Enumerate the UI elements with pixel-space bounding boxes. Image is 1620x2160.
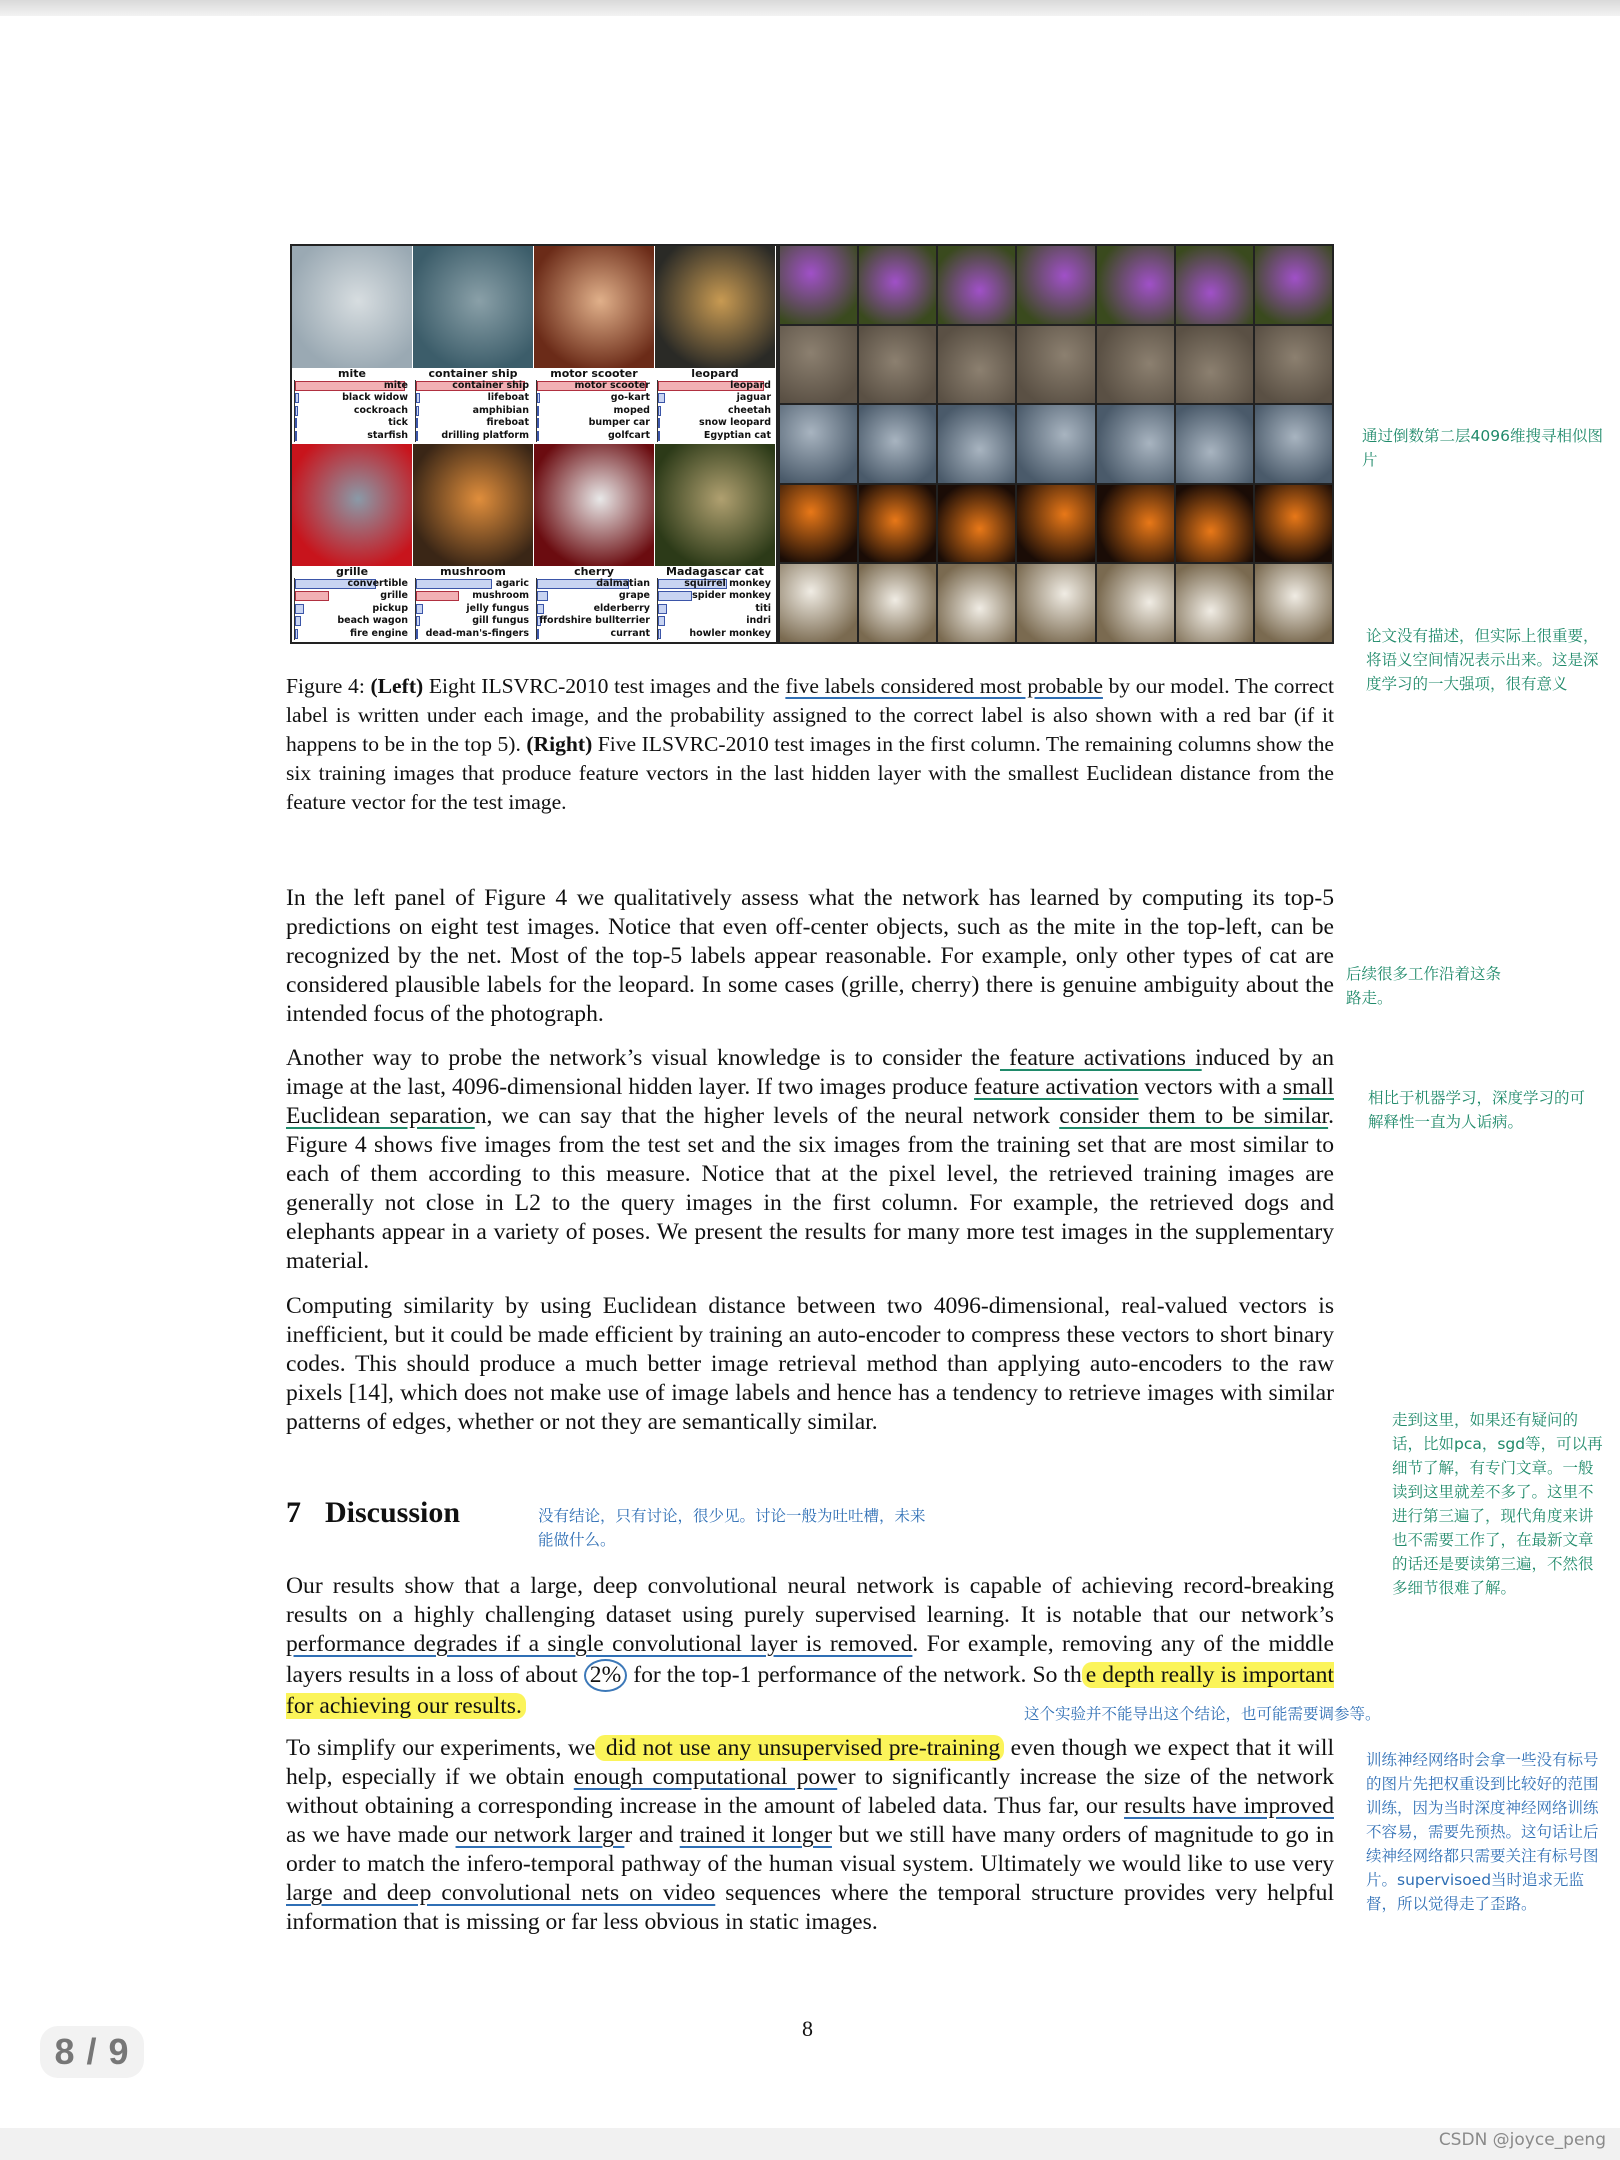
prediction-row — [416, 603, 533, 615]
prediction-label: agaric — [495, 578, 529, 589]
probability-bar — [295, 616, 301, 626]
caption-text: by our model. The correct label is written under each image, and the probability assigned to the correct label is also shown with a red bar (if it happens to be in the top 5). — [286, 674, 1334, 756]
prediction-label: amphibian — [472, 404, 529, 416]
test-image — [413, 444, 533, 566]
underline-mark: results have improved — [1124, 1793, 1334, 1819]
underline-mark: feature activation — [973, 1074, 1139, 1100]
query-image — [780, 564, 857, 642]
retrieved-image — [1097, 246, 1174, 324]
prediction-label: howler monkey — [689, 627, 771, 639]
prediction-row — [658, 380, 775, 392]
paragraph-visual-knowledge — [286, 1044, 1334, 1276]
prediction-label: grille — [380, 590, 408, 602]
probability-bar — [658, 616, 665, 626]
margin-note: 通过倒数第二层4096维搜寻相似图片 — [1362, 427, 1603, 469]
prediction-label: cheetah — [728, 404, 771, 416]
prediction-row — [658, 417, 775, 429]
underline-mark: our network large — [455, 1822, 625, 1848]
retrieved-image — [1017, 246, 1094, 324]
caption-right-tag: (Right) — [526, 732, 593, 756]
prediction-label: convertible — [347, 578, 408, 589]
retrieved-image — [938, 564, 1015, 642]
probability-bar — [295, 629, 298, 639]
prediction-label: dead-man's-fingers — [425, 627, 529, 639]
page-number: 8 — [802, 2016, 813, 2041]
paragraph-discussion-2 — [286, 1734, 1334, 1937]
retrieved-image — [1255, 246, 1332, 324]
image-label: mite — [338, 367, 366, 380]
section-number: 7 — [286, 1496, 301, 1529]
prediction-label: leopard — [730, 380, 771, 391]
margin-note: 后续很多工作沿着这条路走。 — [1346, 965, 1502, 1007]
prediction-row — [537, 430, 654, 442]
prediction-row — [295, 590, 412, 602]
probability-bar — [295, 418, 297, 428]
prediction-label: moped — [613, 404, 650, 416]
prediction-row — [416, 590, 533, 602]
prediction-row — [416, 392, 533, 404]
figure-left-cell — [534, 444, 654, 640]
prediction-label: dalmatian — [596, 578, 650, 589]
test-image — [655, 246, 775, 368]
prediction-label: go-kart — [610, 392, 650, 404]
caption-text: Eight ILSVRC-2010 test images and the — [423, 674, 786, 698]
text: as we have made — [286, 1822, 456, 1848]
probability-bar — [416, 579, 492, 589]
caption-figure-number: Figure 4: — [286, 674, 365, 698]
retrieved-image — [938, 246, 1015, 324]
prediction-label: indri — [746, 615, 771, 627]
prediction-row — [416, 430, 533, 442]
underline-mark: small Euclidean separatio — [286, 1074, 1334, 1129]
prediction-row — [295, 430, 412, 442]
retrieved-image — [1176, 326, 1253, 404]
test-image — [655, 444, 775, 566]
underline-mark: performance degrades if a single convolutional layer is removed — [286, 1631, 913, 1657]
retrieved-image — [859, 564, 936, 642]
margin-note: 训练神经网络时会拿一些没有标号的图片先把权重设到比较好的范围训练，因为当时深度神经网络训练不容易，需要先预热。这句话让后续神经网络都只需要关注有标号图片。supervisoed当时追求无监督，所以觉得走了歪路。 — [1366, 1751, 1599, 1913]
prediction-row — [416, 628, 533, 640]
retrieved-image — [859, 246, 936, 324]
prediction-label: starfish — [367, 429, 408, 441]
retrieved-image — [1176, 485, 1253, 563]
prediction-row — [658, 590, 775, 602]
probability-bar — [537, 591, 548, 601]
probability-bar — [416, 431, 418, 441]
figure-left-cell — [655, 444, 775, 640]
margin-note: 论文没有描述，但实际上很重要，将语义空间情况表示出来。这是深度学习的一大强项，很有意义 — [1366, 627, 1599, 693]
prediction-label: gill fungus — [472, 615, 529, 627]
retrieved-image — [859, 405, 936, 483]
query-image — [780, 326, 857, 404]
prediction-row — [658, 578, 775, 590]
text: for the top-1 performance of the network. So th — [627, 1662, 1082, 1688]
probability-bar — [295, 431, 297, 441]
prediction-label: ffordshire bullterrier — [539, 615, 650, 627]
page-indicator: 8 / 9 — [40, 2026, 144, 2078]
text: vectors with a — [1138, 1074, 1283, 1100]
circle-mark: 2% — [584, 1659, 627, 1692]
prediction-label: cockroach — [353, 404, 408, 416]
image-label: cherry — [574, 565, 614, 578]
image-label: motor scooter — [550, 367, 638, 380]
prediction-row — [658, 615, 775, 627]
image-label: leopard — [691, 367, 739, 380]
prediction-label: Egyptian cat — [703, 429, 771, 441]
image-label: grille — [335, 565, 369, 578]
retrieved-image — [1176, 246, 1253, 324]
margin-note: 相比于机器学习，深度学习的可解释性一直为人诟病。 — [1368, 1089, 1586, 1131]
test-image — [292, 246, 412, 368]
text: To simplify our experiments, we — [286, 1735, 596, 1761]
prediction-bars — [536, 578, 654, 640]
retrieved-image — [1255, 485, 1332, 563]
probability-bar — [658, 629, 661, 639]
text: . For example, removing any of the middle layers results in a loss of about — [286, 1631, 1334, 1688]
prediction-row — [658, 603, 775, 615]
probability-bar — [537, 431, 539, 441]
prediction-row — [416, 405, 533, 417]
text: even though we expect that it will help, especially if we obtain — [286, 1735, 1335, 1790]
prediction-row — [295, 392, 412, 404]
retrieved-image — [938, 485, 1015, 563]
prediction-label: tick — [388, 417, 408, 429]
test-image — [413, 246, 533, 368]
probability-bar — [295, 406, 298, 416]
probability-bar — [537, 418, 539, 428]
text: r and — [624, 1822, 680, 1848]
section-title: Discussion — [325, 1496, 461, 1529]
figure-left-cell — [292, 444, 412, 640]
prediction-label: elderberry — [593, 602, 650, 614]
prediction-row — [537, 590, 654, 602]
probability-bar — [658, 431, 660, 441]
watermark: CSDN @joyce_peng — [1438, 2130, 1606, 2150]
test-image — [534, 444, 654, 566]
prediction-row — [537, 380, 654, 392]
figure-left-cell — [413, 444, 533, 640]
text: but we still have many orders of magnitude to go in order to match the infero-temporal pathway of the human visual system. Ultimately we would like to use very — [286, 1822, 1334, 1877]
underline-mark: trained it longer — [679, 1822, 832, 1848]
retrieved-image — [1176, 564, 1253, 642]
prediction-label: squirrel monkey — [684, 578, 771, 589]
margin-note: 这个实验并不能导出这个结论，也可能需要调参等。 — [1024, 1705, 1381, 1723]
figure-left-cell — [292, 246, 412, 442]
retrieved-image — [1255, 326, 1332, 404]
prediction-label: beach wagon — [337, 615, 408, 627]
viewer-top-bar — [0, 0, 1620, 16]
prediction-row — [537, 578, 654, 590]
prediction-row — [295, 417, 412, 429]
query-image — [780, 246, 857, 324]
prediction-row — [416, 615, 533, 627]
text: nduced by an image at the last, 4096-dimensional hidden layer. If two images produce — [286, 1045, 1335, 1100]
prediction-row — [416, 578, 533, 590]
prediction-row — [658, 405, 775, 417]
underline-mark: consider them to be similar — [1059, 1103, 1329, 1129]
image-label: Madagascar cat — [666, 565, 764, 578]
retrieved-image — [1097, 564, 1174, 642]
retrieved-image — [859, 326, 936, 404]
prediction-row — [416, 380, 533, 392]
prediction-bars — [657, 380, 775, 442]
prediction-row — [295, 578, 412, 590]
probability-bar — [416, 604, 423, 614]
probability-bar — [658, 591, 692, 601]
prediction-row — [537, 603, 654, 615]
prediction-row — [537, 405, 654, 417]
prediction-label: motor scooter — [574, 380, 650, 391]
prediction-label: mite — [383, 380, 408, 391]
retrieved-image — [1097, 405, 1174, 483]
underline-mark: feature activations i — [999, 1045, 1202, 1071]
text: sequences where the temporal structure provides very helpful information that is missing or far less obvious in static images. — [286, 1880, 1334, 1935]
figure-left-cell — [413, 246, 533, 442]
figure-right-panel — [778, 244, 1334, 644]
retrieved-image — [938, 326, 1015, 404]
prediction-label: black widow — [342, 392, 408, 404]
retrieved-image — [859, 485, 936, 563]
prediction-label: fireboat — [486, 417, 529, 429]
prediction-row — [416, 417, 533, 429]
prediction-label: jelly fungus — [466, 602, 529, 614]
prediction-bars — [415, 380, 533, 442]
probability-bar — [416, 418, 418, 428]
probability-bar — [537, 393, 540, 403]
test-image — [292, 444, 412, 566]
prediction-label: lifeboat — [487, 392, 529, 404]
figure-left-cell — [655, 246, 775, 442]
retrieved-image — [1255, 405, 1332, 483]
underline-mark: large and deep convolutional nets on video — [286, 1880, 716, 1906]
retrieved-image — [938, 405, 1015, 483]
probability-bar — [295, 393, 299, 403]
prediction-label: titi — [755, 602, 771, 614]
prediction-label: jaguar — [736, 392, 771, 404]
probability-bar — [537, 629, 539, 639]
probability-bar — [537, 604, 544, 614]
prediction-label: currant — [610, 627, 650, 639]
margin-note: 没有结论，只有讨论，很少见。讨论一般为吐吐槽，未来能做什么。 — [538, 1507, 926, 1549]
probability-bar — [295, 591, 329, 601]
probability-bar — [658, 393, 665, 403]
query-image — [780, 405, 857, 483]
prediction-label: snow leopard — [699, 417, 771, 429]
prediction-row — [658, 430, 775, 442]
probability-bar — [658, 604, 667, 614]
highlight-mark: did not use any unsupervised pre-training — [595, 1735, 1004, 1761]
retrieved-image — [1017, 485, 1094, 563]
underline-mark: five labels considered most probable — [785, 674, 1103, 698]
prediction-row — [537, 417, 654, 429]
probability-bar — [416, 616, 420, 626]
paragraph-similarity: Computing similarity by using Euclidean distance between two 4096-dimensional, real-valued vectors is inefficient, but it could be made efficient by training an auto-encoder to compress these vectors to short binary codes. This should produce a much better image retrieval method than applying auto-encoders to the raw pixels [14], which does not make use of image labels and hence has a tendency to retrieve images with similar patterns of edges, whether or not they are semantically similar. — [286, 1293, 1334, 1435]
probability-bar — [295, 604, 304, 614]
caption-text: Five ILSVRC-2010 test images in the first column. The remaining columns show the six training images that produce feature vectors in the last hidden layer with the smallest Euclidean distance from the feature vector for the test image. — [286, 732, 1334, 814]
image-label: container ship — [428, 367, 518, 380]
image-label: mushroom — [440, 565, 506, 578]
retrieved-image — [1097, 485, 1174, 563]
figure-left-panel — [290, 244, 778, 644]
probability-bar — [416, 406, 419, 416]
probability-bar — [416, 629, 418, 639]
query-image — [780, 485, 857, 563]
retrieved-image — [1255, 564, 1332, 642]
prediction-row — [295, 405, 412, 417]
text: er to significantly increase the size of the network without obtaining a corresponding increase in the amount of labeled data. Thus far, our — [286, 1764, 1335, 1819]
text: n, we can say that the higher levels of the neural network — [474, 1103, 1060, 1129]
text: Another way to probe the network’s visual knowledge is to consider the — [286, 1045, 1000, 1071]
prediction-label: pickup — [372, 602, 408, 614]
figure-caption — [286, 672, 1334, 817]
probability-bar — [416, 591, 459, 601]
section-heading — [286, 1496, 460, 1530]
prediction-row — [295, 615, 412, 627]
probability-bar — [416, 393, 420, 403]
prediction-bars — [536, 380, 654, 442]
text: Our results show that a large, deep convolutional neural network is capable of achieving record-breaking results on a highly challenging dataset using purely supervised learning. It is notable that our network’s — [286, 1573, 1334, 1628]
prediction-bars — [657, 578, 775, 640]
highlight-mark: e depth really is important for achieving our results. — [286, 1662, 1334, 1719]
retrieved-image — [1176, 405, 1253, 483]
margin-note: 走到这里，如果还有疑问的话，比如pca，sgd等，可以再细节了解，有专门文章。一般读到这里就差不多了。这里不进行第三遍了，现代角度来讲也不需要工作了，在最新文章的话还是要读第三遍，不然很多细节很难了解。 — [1392, 1411, 1603, 1597]
prediction-label: bumper car — [588, 417, 650, 429]
retrieved-image — [1017, 326, 1094, 404]
text: . Figure 4 shows five images from the test set and the six images from the training set that are most similar to each of them according to this measure. Notice that at the pixel level, the retrieved training images are generally not close in L2 to the query images in the first column. For example, the retrieved dogs and elephants appear in a variety of poses. We present the results for many more test images in the supplementary material. — [286, 1103, 1334, 1274]
prediction-row — [537, 615, 654, 627]
prediction-label: fire engine — [350, 627, 408, 639]
paragraph-left-panel: In the left panel of Figure 4 we qualitatively assess what the network has learned by computing its top-5 predictions on eight test images. Notice that even off-center objects, such as the mite in the top-left, can be recognized by the net. Most of the top-5 labels appear reasonable. For example, only other types of cat are considered plausible labels for the leopard. In some cases (grille, cherry) there is genuine ambiguity about the intended focus of the photograph. — [286, 885, 1334, 1027]
prediction-row — [658, 392, 775, 404]
caption-left-tag: (Left) — [370, 674, 424, 698]
probability-bar — [658, 406, 661, 416]
prediction-bars — [415, 578, 533, 640]
prediction-label: mushroom — [472, 590, 529, 602]
prediction-row — [295, 603, 412, 615]
retrieved-image — [1097, 326, 1174, 404]
prediction-label: drilling platform — [441, 429, 529, 441]
viewer-bottom-bar — [0, 2128, 1620, 2160]
retrieved-image — [1017, 564, 1094, 642]
retrieved-image — [1017, 405, 1094, 483]
figure-left-cell — [534, 246, 654, 442]
prediction-row — [295, 628, 412, 640]
prediction-row — [658, 628, 775, 640]
prediction-label: grape — [618, 590, 650, 602]
prediction-label: container ship — [452, 380, 529, 391]
prediction-label: golfcart — [608, 429, 650, 441]
prediction-row — [295, 380, 412, 392]
prediction-row — [537, 392, 654, 404]
paragraph-discussion-1 — [286, 1572, 1334, 1721]
test-image — [534, 246, 654, 368]
underline-mark: enough computational pow — [573, 1764, 838, 1790]
prediction-bars — [294, 578, 412, 640]
prediction-row — [537, 628, 654, 640]
prediction-label: spider monkey — [692, 590, 771, 602]
probability-bar — [537, 406, 539, 416]
prediction-bars — [294, 380, 412, 442]
probability-bar — [658, 418, 660, 428]
